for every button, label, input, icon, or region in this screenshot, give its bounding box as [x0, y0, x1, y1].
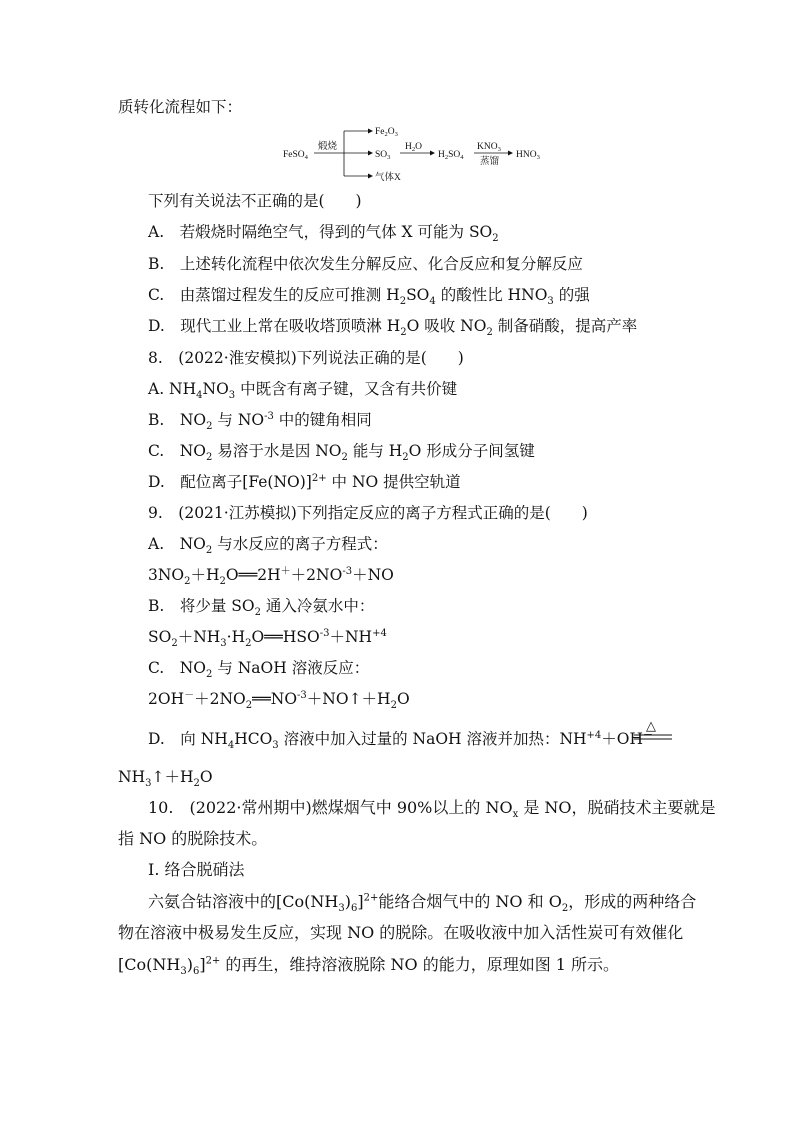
q10-line-1: 10. (2022·常州期中)燃煤烟气中 90%以上的 $NO_x$ 是 NO，脱硝技术主要就是	[148, 798, 716, 821]
process-flow-diagram	[0, 0, 794, 200]
q9-option-a-head: A. $NO_2$ 与水反应的离子方程式：	[148, 535, 388, 557]
heat-triangle-icon: △	[646, 719, 656, 734]
q7-stem: 下列有关说法不正确的是( )	[148, 192, 362, 210]
q9-option-b-equation: $SO_2+NH_3\cdot H_2O══HSO^{-3}+NH^{+4}$	[148, 627, 387, 650]
arrow-head-icon	[508, 151, 513, 156]
q9-option-a-equation: $3NO_2+H_2O══2H^++2NO^{-3}+NO$	[148, 565, 394, 588]
q9-option-d-head: D. 向 $NH_4HCO_3$ 溶液中加入过量的 NaOH 溶液并加热：$NH^{+4}+OH^-$	[148, 729, 654, 752]
q10-paragraph-line-3: $[Co(NH_3)_6]^{2+}$ 的再生，维持溶液脱除 NO 的能力，原理如图 1 所示。	[118, 955, 620, 978]
q8-option-a: A. $NH_4NO_3$ 中既含有离子键，又含有共价键	[148, 380, 458, 402]
flow-so3: $SO_3$	[375, 150, 391, 161]
q9-option-c-equation: $2OH^-+2NO_2══NO^{-3}+NO↑+H_2O$	[148, 689, 410, 712]
flow-kno3: $KNO_3$	[477, 142, 501, 153]
arrow-head-icon	[368, 151, 373, 156]
q8-option-b: B. $NO_2$ 与 $NO^{-3}$ 中的键角相同	[148, 410, 372, 433]
q7-option-d: D. 现代工业上常在吸收塔顶喷淋 $H_2O$ 吸收 $NO_2$ 制备硝酸，提高产率	[148, 317, 638, 339]
q10-paragraph-line-1: 六氨合钴溶液中的$[Co(NH_3)_6]^{2+}$能络合烟气中的 NO 和 $O_2$，形成的两种络合	[148, 892, 697, 915]
q9-option-b-head: B. 将少量 $SO_2$ 通入冷氨水中：	[148, 597, 375, 619]
flow-gas: 气体X	[375, 173, 401, 183]
q8-option-c: C. $NO_2$ 易溶于水是因 $NO_2$ 能与 $H_2O$ 形成分子间氢键	[148, 442, 535, 464]
arrow-head-icon	[368, 174, 373, 179]
q7-option-b: B. 上述转化流程中依次发生分解反应、化合反应和复分解反应	[148, 255, 583, 273]
q8-option-d: D. 配位离子$[Fe(NO)]^{2+}$ 中 NO 提供空轨道	[148, 472, 461, 491]
heating-equal-sign	[632, 719, 674, 745]
q10-paragraph-line-2: 物在溶液中极易发生反应，实现 NO 的脱除。在吸收液中加入活性炭可有效催化	[118, 923, 684, 942]
arrow-head-icon	[368, 129, 373, 134]
q10-line-2: 指 NO 的脱除技术。	[118, 829, 268, 848]
q10-section-heading: Ⅰ. 络合脱硝法	[148, 860, 245, 879]
flow-water: $H_2O$	[405, 142, 422, 153]
arrow-head-icon	[430, 151, 435, 156]
q7-option-c: C. 由蒸馏过程发生的反应可推测 $H_2SO_4$ 的酸性比 $HNO_3$ 的强	[148, 286, 590, 308]
flow-reactant: FeSO$_4$	[283, 150, 308, 161]
flow-distill-label: 蒸馏	[480, 157, 500, 167]
q9-option-c-head: C. $NO_2$ 与 NaOH 溶液反应：	[148, 659, 370, 681]
flow-hno3: $HNO_3$	[516, 150, 540, 161]
intro-text: 质转化流程如下：	[118, 98, 243, 116]
q8-stem: 8. (2022·淮安模拟)下列说法正确的是( )	[148, 349, 464, 367]
flow-h2so4: $H_2SO_4$	[438, 150, 464, 161]
q9-stem: 9. (2021·江苏模拟)下列指定反应的离子方程式正确的是( )	[148, 504, 588, 522]
q9-option-d-tail: $NH_3↑+H_2O$	[118, 768, 213, 790]
q7-option-a: A. 若煅烧时隔绝空气，得到的气体 X 可能为 $SO_2$	[148, 223, 499, 245]
flow-fe2o3: $Fe_2O_3$	[375, 127, 398, 138]
flow-calcine-label: 煅烧	[318, 142, 338, 152]
